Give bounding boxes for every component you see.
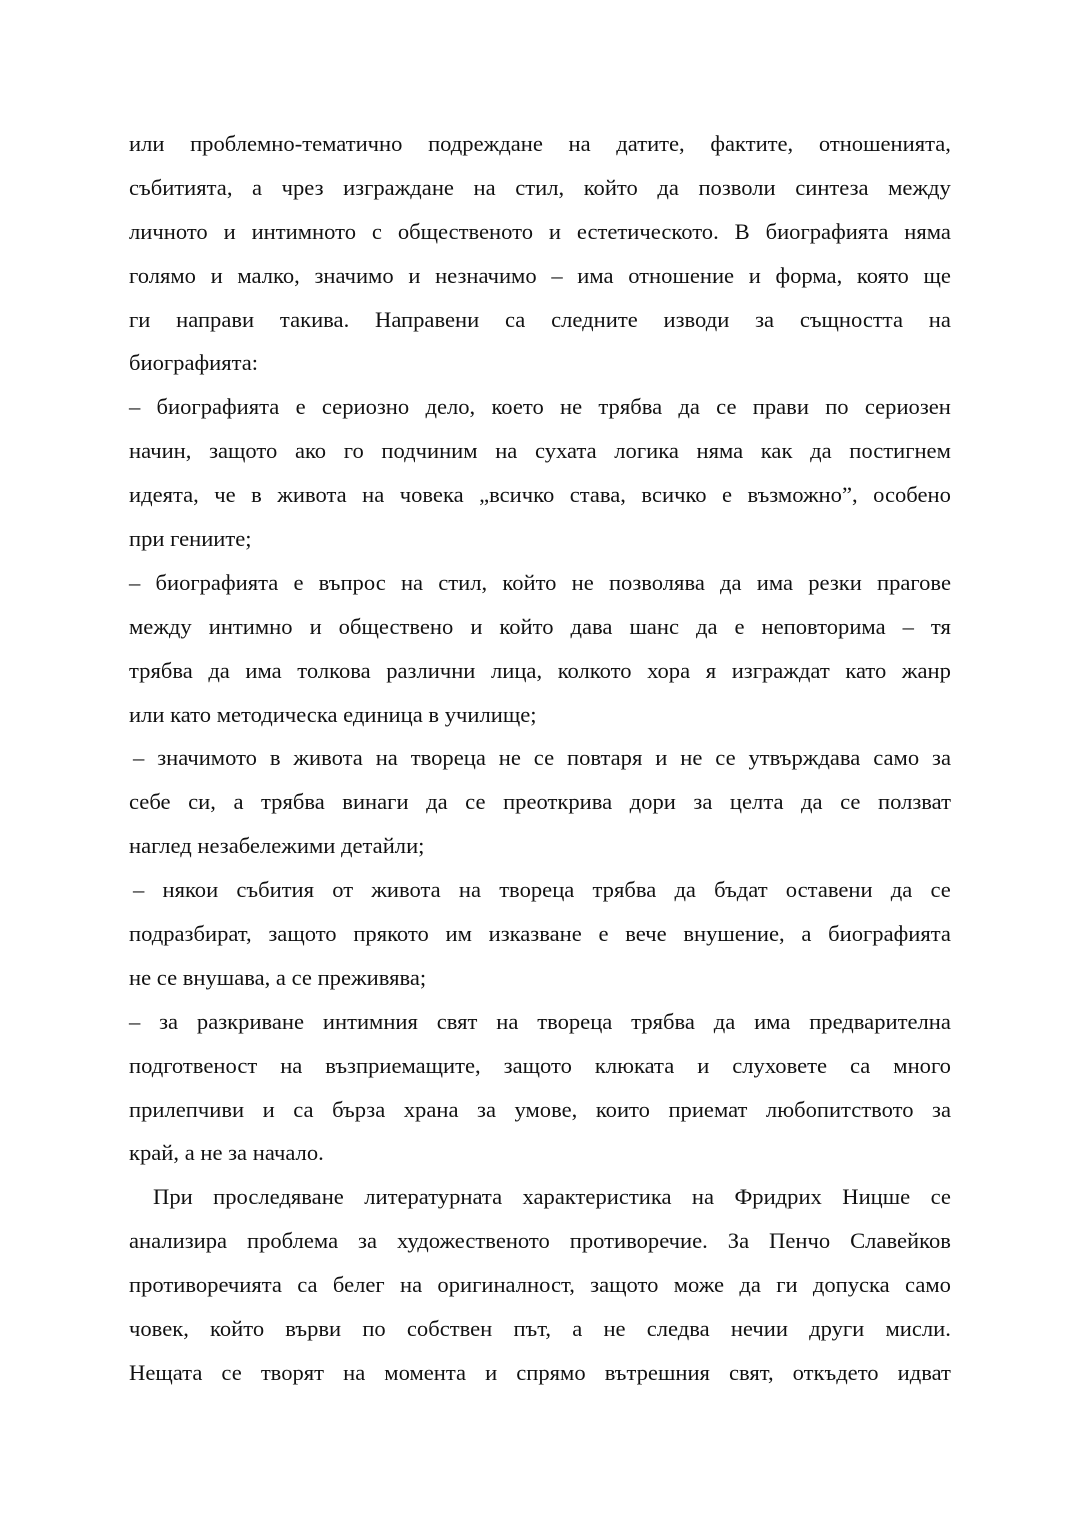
word: на <box>495 438 518 464</box>
word: изводи <box>663 306 730 332</box>
word: художественото <box>396 1228 550 1254</box>
document-page <box>129 122 951 1395</box>
word: твореца <box>410 745 486 771</box>
word: има <box>577 262 614 288</box>
word: е <box>734 613 745 639</box>
word: да <box>208 657 230 683</box>
word: е <box>293 569 304 595</box>
word: постигнем <box>849 438 951 464</box>
word: се <box>930 877 951 903</box>
word: повтаря <box>567 745 643 771</box>
word: мисли. <box>885 1316 951 1342</box>
word: възможно”, <box>747 482 858 508</box>
word: трябва <box>592 877 657 903</box>
word: само <box>905 1272 951 1298</box>
word: на <box>280 1052 303 1078</box>
word: които <box>595 1096 650 1122</box>
word: незначимо <box>435 262 537 288</box>
word: който <box>499 613 554 639</box>
word: естетическото. <box>576 218 719 244</box>
word: на <box>400 569 424 595</box>
word: прилепчиви <box>129 1096 245 1122</box>
word: трябва <box>261 789 325 815</box>
word: толкова <box>297 657 371 683</box>
word: да <box>674 877 696 903</box>
word: я <box>705 657 717 683</box>
word: Пенчо <box>769 1228 831 1254</box>
text-line <box>129 254 951 298</box>
word: живота <box>293 745 363 771</box>
word: някои <box>162 877 219 903</box>
word: трябва <box>631 1008 695 1034</box>
word: ако <box>294 438 327 464</box>
word: дава <box>570 613 613 639</box>
word: на <box>343 1359 366 1385</box>
word: ги <box>776 1272 798 1298</box>
word: живота <box>277 482 347 508</box>
word: подготвеност <box>129 1052 258 1078</box>
word: анализира <box>129 1228 228 1254</box>
word: – <box>902 613 914 639</box>
word: изказване <box>488 921 582 947</box>
word: да <box>678 394 700 420</box>
word: Славейков <box>850 1228 951 1254</box>
word: е <box>295 394 306 420</box>
text-line: наглед незабележими детайли; <box>129 833 425 859</box>
text-line <box>129 385 951 429</box>
word: стил, <box>438 569 488 595</box>
word: биографията <box>155 569 279 595</box>
text-line <box>129 429 951 473</box>
text-line <box>129 561 951 605</box>
word: който <box>502 569 557 595</box>
word: за <box>932 1096 951 1122</box>
word: са <box>297 1272 318 1298</box>
word: и <box>748 262 761 288</box>
word: е <box>722 482 733 508</box>
word: за <box>693 789 713 815</box>
text-line: или като методическа единица в училище; <box>129 701 537 727</box>
word: позволява <box>608 569 705 595</box>
word: начин, <box>129 438 192 464</box>
word: подразбират, <box>129 921 252 947</box>
word: и <box>262 1096 275 1122</box>
word: им <box>445 921 472 947</box>
word: свят <box>436 1008 478 1034</box>
word: като <box>845 657 887 683</box>
word: са <box>505 306 526 332</box>
word: и <box>470 613 483 639</box>
word: се <box>930 1184 951 1210</box>
word: за <box>358 1228 377 1254</box>
word: по <box>362 1316 386 1342</box>
word: на <box>928 306 951 332</box>
word: дело, <box>425 394 476 420</box>
word: следните <box>551 306 638 332</box>
word: сухата <box>534 438 597 464</box>
word: на <box>399 1272 423 1298</box>
word: характеристика <box>522 1184 672 1210</box>
word: си, <box>188 789 216 815</box>
word: идват <box>897 1359 951 1385</box>
word: а <box>572 1316 583 1342</box>
word: интимно <box>208 613 293 639</box>
word: става, <box>569 482 626 508</box>
word: резки <box>808 569 862 595</box>
word: са <box>293 1096 314 1122</box>
word: са <box>850 1052 871 1078</box>
word: Нещата <box>129 1359 203 1385</box>
word: биографията <box>156 394 280 420</box>
word: любопитството <box>765 1096 914 1122</box>
word: преоткрива <box>503 789 613 815</box>
word: чрез <box>281 174 324 200</box>
text-line <box>129 1219 951 1263</box>
word: може <box>673 1272 725 1298</box>
text-line: при гениите; <box>129 526 252 552</box>
word: с <box>371 218 382 244</box>
word: прякото <box>353 921 429 947</box>
word: проследяване <box>213 1184 344 1210</box>
word: за <box>159 1008 179 1034</box>
word: между <box>888 174 951 200</box>
text-line <box>129 1263 951 1307</box>
word: бъдат <box>714 877 768 903</box>
word: позволи <box>698 174 776 200</box>
word: и <box>408 262 421 288</box>
word: и <box>697 1052 710 1078</box>
word: утвърждава <box>748 745 861 771</box>
word: човек, <box>129 1316 189 1342</box>
word: целта <box>729 789 784 815</box>
word: отношение <box>628 262 735 288</box>
word: други <box>809 1316 865 1342</box>
word: на <box>375 745 398 771</box>
word: внушение, <box>683 921 785 947</box>
word: в <box>251 482 262 508</box>
word: откъдето <box>792 1359 879 1385</box>
word: се <box>533 745 555 771</box>
word: човека <box>399 482 464 508</box>
word: отношенията, <box>818 131 951 156</box>
word: на <box>362 482 385 508</box>
word: за <box>932 745 951 771</box>
text-line <box>129 1175 951 1219</box>
word: защото <box>590 1272 659 1298</box>
word: или <box>129 131 165 156</box>
word: да <box>739 1272 761 1298</box>
word: път, <box>513 1316 552 1342</box>
word: няма <box>904 218 951 244</box>
word: ще <box>923 262 951 288</box>
word: Направени <box>375 306 480 332</box>
word: нечии <box>730 1316 788 1342</box>
word: „всичко <box>479 482 555 508</box>
word: трябва <box>129 657 193 683</box>
word: проблемно-тематично <box>190 131 403 156</box>
word: на <box>691 1184 715 1210</box>
word: е <box>598 921 609 947</box>
word: вътрешния <box>604 1359 710 1385</box>
word: датите, <box>616 131 685 156</box>
word: момента <box>384 1359 467 1385</box>
word: малко, <box>237 262 300 288</box>
word: между <box>129 613 192 639</box>
text-line <box>129 1044 951 1088</box>
word: има <box>756 569 794 595</box>
word: лица, <box>490 657 543 683</box>
text-line: не се внушава, а се преживява; <box>129 964 427 990</box>
word: допуска <box>812 1272 890 1298</box>
word: се <box>715 745 736 771</box>
word: го <box>343 438 364 464</box>
word: предварителна <box>809 1008 951 1034</box>
word: от <box>332 877 354 903</box>
word: който <box>210 1316 265 1342</box>
word: биографията <box>765 218 889 244</box>
word: вече <box>625 921 667 947</box>
word: себе <box>129 789 171 815</box>
word: синтеза <box>795 174 869 200</box>
word: прагове <box>877 569 951 595</box>
word: прави <box>752 394 809 420</box>
word: спрямо <box>516 1359 586 1385</box>
word: – <box>129 1008 141 1034</box>
text-line <box>129 122 951 166</box>
word: ползват <box>878 789 951 815</box>
word: да <box>657 174 679 200</box>
word: форма, <box>775 262 843 288</box>
word: белег <box>332 1272 385 1298</box>
word: оригиналност, <box>437 1272 575 1298</box>
word: на <box>458 877 481 903</box>
word: възприемащите, <box>325 1052 481 1078</box>
word: твореца <box>537 1008 613 1034</box>
word: дори <box>629 789 676 815</box>
word: и <box>655 745 668 771</box>
word: подчиним <box>381 438 478 464</box>
word: не <box>560 394 583 420</box>
word: жанр <box>901 657 951 683</box>
word: а <box>252 174 263 200</box>
word: разкриване <box>196 1008 305 1034</box>
word: да <box>720 569 742 595</box>
word: фактите, <box>710 131 794 156</box>
word: сериозно <box>321 394 410 420</box>
word: защото <box>209 438 278 464</box>
word: защото <box>268 921 337 947</box>
word: само <box>873 745 920 771</box>
word: а <box>801 921 812 947</box>
word: да <box>426 789 448 815</box>
word: въпрос <box>318 569 386 595</box>
word: особено <box>873 482 951 508</box>
word: – <box>129 569 141 595</box>
word: има <box>754 1008 791 1034</box>
word: не <box>571 569 594 595</box>
word: се <box>465 789 486 815</box>
word: по <box>825 394 849 420</box>
word: изграждане <box>343 174 454 200</box>
word: умове, <box>514 1096 578 1122</box>
word: и <box>223 218 236 244</box>
word: биографията <box>828 921 951 947</box>
word: бърза <box>332 1096 386 1122</box>
word: неповторима <box>761 613 886 639</box>
word: трябва <box>598 394 663 420</box>
word: стил, <box>515 174 565 200</box>
word: да <box>695 613 718 639</box>
word: изграждат <box>731 657 830 683</box>
word: различни <box>386 657 476 683</box>
word: шанс <box>629 613 679 639</box>
word: тя <box>930 613 951 639</box>
text-line <box>129 780 951 824</box>
word: събития <box>236 877 315 903</box>
word: хора <box>647 657 691 683</box>
word: голямо <box>129 262 196 288</box>
text-line: край, а не за начало. <box>129 1140 324 1166</box>
word: не <box>680 745 703 771</box>
word: логика <box>614 438 679 464</box>
word: да <box>713 1008 736 1034</box>
word: храна <box>403 1096 459 1122</box>
text-line <box>129 1000 951 1044</box>
word: има <box>245 657 282 683</box>
text-line <box>129 736 951 780</box>
word: – <box>129 394 141 420</box>
word: да <box>801 789 823 815</box>
word: колкото <box>557 657 632 683</box>
word: следва <box>646 1316 710 1342</box>
word: приемат <box>668 1096 748 1122</box>
text-line <box>129 868 951 912</box>
word: че <box>214 482 236 508</box>
word: проблема <box>247 1228 339 1254</box>
word: личното <box>129 218 208 244</box>
text-line <box>129 912 951 956</box>
word: не <box>498 745 521 771</box>
word: твореца <box>499 877 575 903</box>
word: да <box>810 438 832 464</box>
word: свят, <box>728 1359 774 1385</box>
word: което <box>491 394 544 420</box>
word: на <box>473 174 496 200</box>
word: такива. <box>279 306 350 332</box>
word: слуховете <box>732 1052 828 1078</box>
word: – <box>133 745 145 771</box>
word: Ницше <box>842 1184 911 1210</box>
word: При <box>153 1184 193 1210</box>
word: обществено <box>338 613 454 639</box>
word: собствен <box>406 1316 493 1342</box>
word: литературната <box>364 1184 503 1210</box>
word: върви <box>285 1316 342 1342</box>
word: събитията, <box>129 174 233 200</box>
text-line <box>129 649 951 693</box>
word: същността <box>799 306 903 332</box>
text-line <box>129 210 951 254</box>
word: значимо <box>314 262 394 288</box>
text-line <box>129 605 951 649</box>
word: и <box>548 218 562 244</box>
word: сериозен <box>864 394 951 420</box>
word: направи <box>176 306 255 332</box>
word: за <box>477 1096 496 1122</box>
word: идеята, <box>129 482 199 508</box>
word: не <box>603 1316 626 1342</box>
text-line <box>129 298 951 342</box>
word: който <box>583 174 638 200</box>
word: В <box>734 218 750 244</box>
word: защото <box>503 1052 572 1078</box>
word: общественото <box>397 218 534 244</box>
word: оставени <box>785 877 873 903</box>
word: – <box>551 262 563 288</box>
word: се <box>221 1359 242 1385</box>
word: да <box>890 877 913 903</box>
word: всичко <box>641 482 707 508</box>
word: се <box>716 394 737 420</box>
word: значимото <box>157 745 257 771</box>
text-line <box>129 1088 951 1132</box>
text-line <box>129 1307 951 1351</box>
word: интимното <box>251 218 356 244</box>
word: ги <box>129 306 151 332</box>
text-line: биографията: <box>129 350 259 376</box>
word: творят <box>260 1359 325 1385</box>
word: на <box>568 131 591 156</box>
word: подреждане <box>428 131 543 156</box>
word: живота <box>371 877 441 903</box>
word: и <box>485 1359 498 1385</box>
word: се <box>840 789 861 815</box>
text-line <box>129 1351 951 1395</box>
word: клюката <box>594 1052 675 1078</box>
word: на <box>496 1008 519 1034</box>
text-line <box>129 166 951 210</box>
word: Фридрих <box>734 1184 822 1210</box>
word: и <box>210 262 223 288</box>
word: как <box>760 438 793 464</box>
word: за <box>755 306 775 332</box>
word: интимния <box>322 1008 418 1034</box>
word: и <box>309 613 322 639</box>
word: в <box>269 745 281 771</box>
word: противоречие. <box>569 1228 708 1254</box>
word: а <box>233 789 244 815</box>
word: противоречията <box>129 1272 282 1298</box>
word: няма <box>696 438 744 464</box>
text-line <box>129 473 951 517</box>
word: – <box>133 877 145 903</box>
word: За <box>727 1228 750 1254</box>
word: много <box>893 1052 951 1078</box>
word: която <box>856 262 909 288</box>
word: винаги <box>342 789 409 815</box>
